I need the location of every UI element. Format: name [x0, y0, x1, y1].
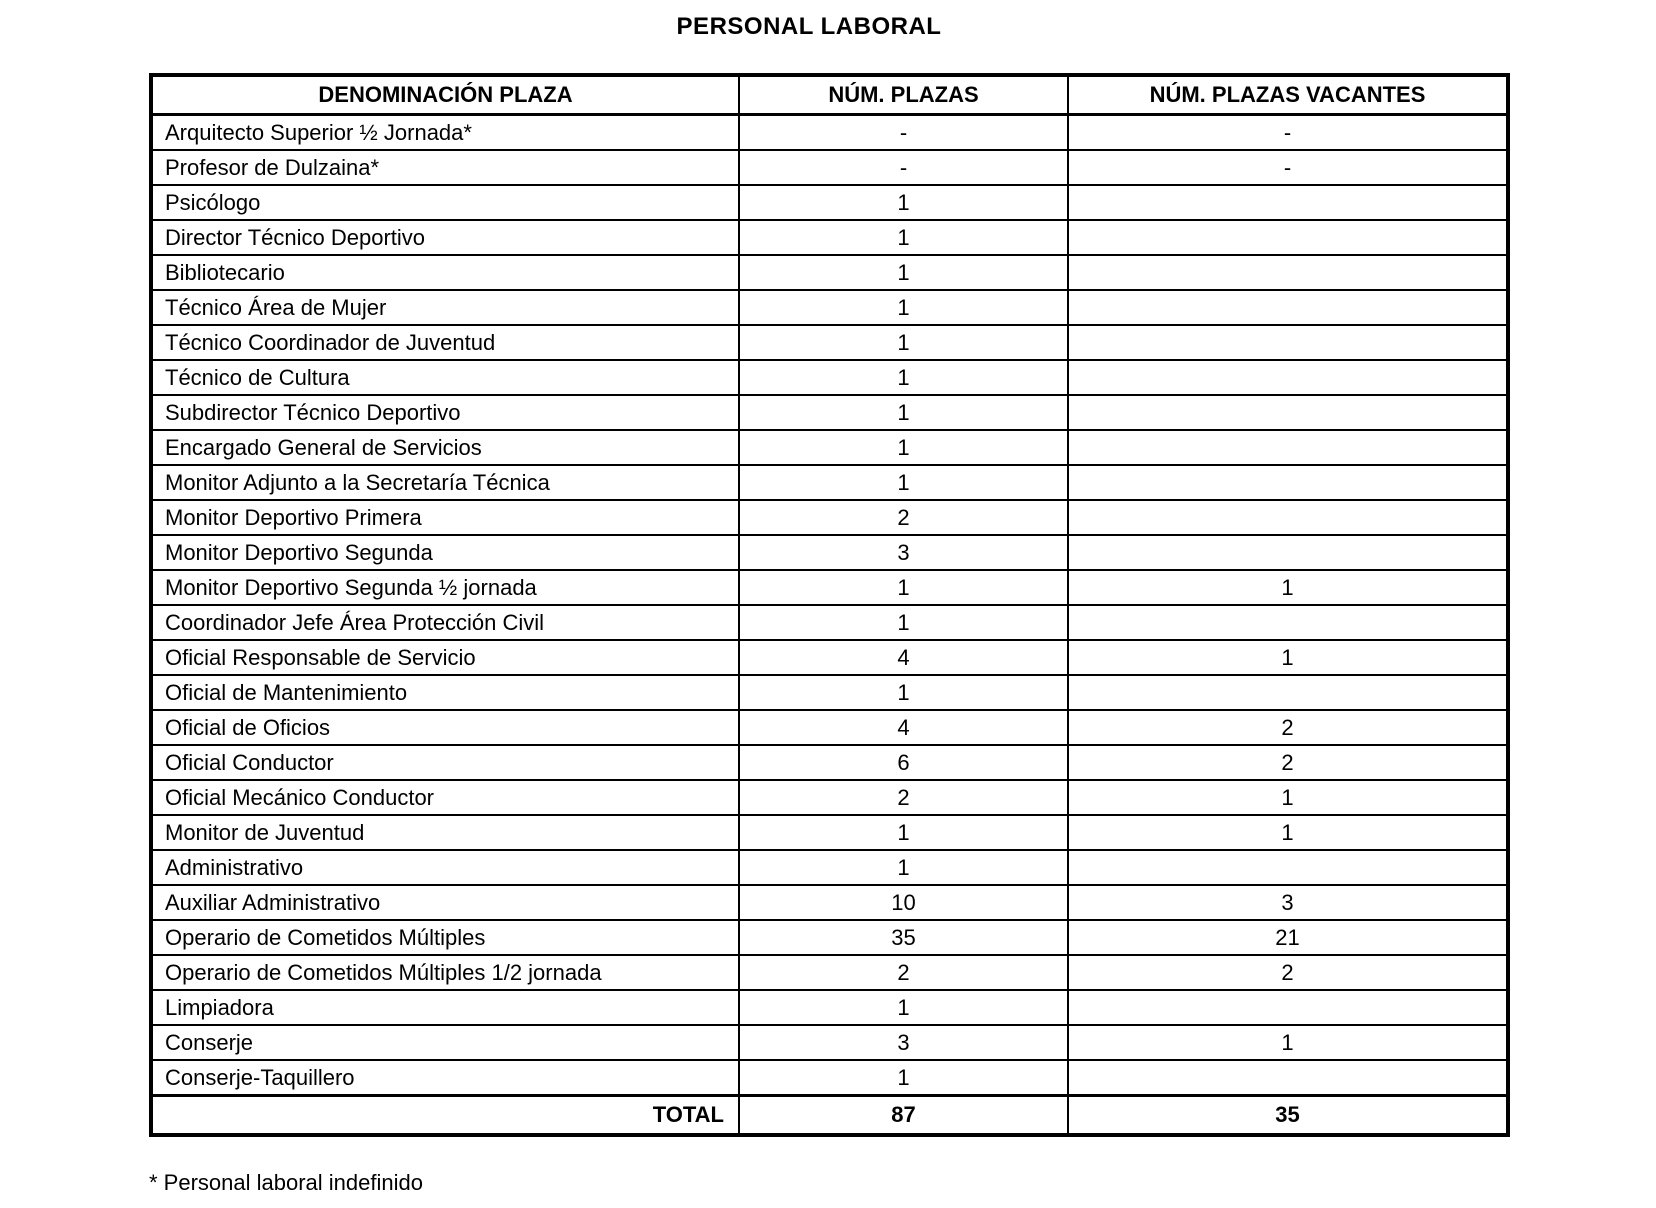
num-plazas-cell: 1	[739, 1060, 1068, 1096]
plaza-name-cell: Arquitecto Superior ½ Jornada*	[151, 115, 739, 151]
plaza-name-cell: Bibliotecario	[151, 255, 739, 290]
total-row	[151, 1096, 1508, 1136]
plaza-name-cell: Coordinador Jefe Área Protección Civil	[151, 605, 739, 640]
total-num-plazas-vacantes: 35	[1068, 1096, 1508, 1136]
num-plazas-cell: -	[739, 150, 1068, 185]
num-plazas-cell: 1	[739, 185, 1068, 220]
table-row	[151, 395, 1508, 430]
table-row	[151, 290, 1508, 325]
num-plazas-vacantes-cell	[1068, 500, 1508, 535]
table-row	[151, 115, 1508, 151]
num-plazas-cell: 1	[739, 605, 1068, 640]
plaza-name-cell: Monitor Deportivo Primera	[151, 500, 739, 535]
plaza-name-cell: Monitor Adjunto a la Secretaría Técnica	[151, 465, 739, 500]
plaza-name-cell: Oficial de Oficios	[151, 710, 739, 745]
plaza-name-cell: Encargado General de Servicios	[151, 430, 739, 465]
table-row	[151, 570, 1508, 605]
table-row	[151, 955, 1508, 990]
num-plazas-vacantes-cell	[1068, 395, 1508, 430]
plaza-name-cell: Oficial Conductor	[151, 745, 739, 780]
num-plazas-cell: 1	[739, 570, 1068, 605]
plaza-name-cell: Administrativo	[151, 850, 739, 885]
num-plazas-cell: 1	[739, 815, 1068, 850]
table-row	[151, 1025, 1508, 1060]
table-row	[151, 605, 1508, 640]
total-label: TOTAL	[151, 1096, 739, 1136]
plaza-name-cell: Subdirector Técnico Deportivo	[151, 395, 739, 430]
num-plazas-cell: 1	[739, 220, 1068, 255]
table-row	[151, 465, 1508, 500]
column-header-num-plazas: NÚM. PLAZAS	[739, 75, 1068, 115]
table-row	[151, 675, 1508, 710]
num-plazas-cell: 1	[739, 675, 1068, 710]
num-plazas-cell: 1	[739, 430, 1068, 465]
plaza-name-cell: Técnico Coordinador de Juventud	[151, 325, 739, 360]
num-plazas-vacantes-cell: -	[1068, 115, 1508, 151]
num-plazas-vacantes-cell	[1068, 850, 1508, 885]
num-plazas-vacantes-cell: 1	[1068, 570, 1508, 605]
num-plazas-vacantes-cell: -	[1068, 150, 1508, 185]
table-row	[151, 745, 1508, 780]
table-row	[151, 150, 1508, 185]
num-plazas-vacantes-cell	[1068, 605, 1508, 640]
num-plazas-cell: 4	[739, 710, 1068, 745]
num-plazas-vacantes-cell	[1068, 430, 1508, 465]
plaza-name-cell: Conserje-Taquillero	[151, 1060, 739, 1096]
table-row	[151, 535, 1508, 570]
num-plazas-cell: 1	[739, 360, 1068, 395]
num-plazas-cell: 2	[739, 500, 1068, 535]
personal-laboral-table	[149, 73, 1510, 1137]
num-plazas-cell: 1	[739, 465, 1068, 500]
num-plazas-vacantes-cell: 2	[1068, 955, 1508, 990]
num-plazas-vacantes-cell: 21	[1068, 920, 1508, 955]
table-row	[151, 990, 1508, 1025]
plaza-name-cell: Operario de Cometidos Múltiples 1/2 jornada	[151, 955, 739, 990]
num-plazas-cell: 4	[739, 640, 1068, 675]
num-plazas-vacantes-cell: 3	[1068, 885, 1508, 920]
plaza-name-cell: Auxiliar Administrativo	[151, 885, 739, 920]
num-plazas-vacantes-cell: 1	[1068, 640, 1508, 675]
num-plazas-cell: 1	[739, 990, 1068, 1025]
num-plazas-cell: 1	[739, 255, 1068, 290]
table-row	[151, 640, 1508, 675]
num-plazas-vacantes-cell	[1068, 255, 1508, 290]
num-plazas-cell: 1	[739, 290, 1068, 325]
plaza-name-cell: Oficial de Mantenimiento	[151, 675, 739, 710]
num-plazas-vacantes-cell	[1068, 185, 1508, 220]
plaza-name-cell: Operario de Cometidos Múltiples	[151, 920, 739, 955]
table-row	[151, 255, 1508, 290]
num-plazas-cell: 1	[739, 395, 1068, 430]
num-plazas-cell: 3	[739, 535, 1068, 570]
table-row	[151, 815, 1508, 850]
num-plazas-vacantes-cell	[1068, 220, 1508, 255]
table-row	[151, 220, 1508, 255]
num-plazas-vacantes-cell	[1068, 290, 1508, 325]
plaza-name-cell: Monitor Deportivo Segunda ½ jornada	[151, 570, 739, 605]
num-plazas-vacantes-cell: 2	[1068, 710, 1508, 745]
num-plazas-vacantes-cell: 1	[1068, 1025, 1508, 1060]
table-row	[151, 710, 1508, 745]
num-plazas-cell: 10	[739, 885, 1068, 920]
plaza-name-cell: Conserje	[151, 1025, 739, 1060]
table-body	[151, 115, 1508, 1096]
num-plazas-vacantes-cell: 2	[1068, 745, 1508, 780]
plaza-name-cell: Profesor de Dulzaina*	[151, 150, 739, 185]
num-plazas-cell: 2	[739, 955, 1068, 990]
total-num-plazas: 87	[739, 1096, 1068, 1136]
num-plazas-vacantes-cell	[1068, 990, 1508, 1025]
num-plazas-cell: 6	[739, 745, 1068, 780]
page-title: PERSONAL LABORAL	[676, 13, 942, 40]
footnote: * Personal laboral indefinido	[149, 1170, 423, 1195]
plaza-name-cell: Limpiadora	[151, 990, 739, 1025]
table-row	[151, 780, 1508, 815]
num-plazas-vacantes-cell	[1068, 1060, 1508, 1096]
table-row	[151, 430, 1508, 465]
num-plazas-vacantes-cell	[1068, 675, 1508, 710]
plaza-name-cell: Monitor Deportivo Segunda	[151, 535, 739, 570]
plaza-name-cell: Oficial Mecánico Conductor	[151, 780, 739, 815]
num-plazas-cell: 1	[739, 325, 1068, 360]
num-plazas-cell: 3	[739, 1025, 1068, 1060]
num-plazas-cell: 2	[739, 780, 1068, 815]
num-plazas-vacantes-cell: 1	[1068, 815, 1508, 850]
num-plazas-cell: -	[739, 115, 1068, 151]
num-plazas-vacantes-cell: 1	[1068, 780, 1508, 815]
num-plazas-vacantes-cell	[1068, 535, 1508, 570]
column-header-denominacion-plaza: DENOMINACIÓN PLAZA	[151, 75, 739, 115]
num-plazas-vacantes-cell	[1068, 465, 1508, 500]
table-row	[151, 850, 1508, 885]
num-plazas-cell: 35	[739, 920, 1068, 955]
table-row	[151, 360, 1508, 395]
num-plazas-cell: 1	[739, 850, 1068, 885]
plaza-name-cell: Monitor de Juventud	[151, 815, 739, 850]
plaza-name-cell: Técnico de Cultura	[151, 360, 739, 395]
plaza-name-cell: Técnico Área de Mujer	[151, 290, 739, 325]
table-row	[151, 325, 1508, 360]
column-header-num-plazas-vacantes: NÚM. PLAZAS VACANTES	[1068, 75, 1508, 115]
num-plazas-vacantes-cell	[1068, 325, 1508, 360]
table-row	[151, 185, 1508, 220]
plaza-name-cell: Oficial Responsable de Servicio	[151, 640, 739, 675]
table-header-row	[151, 75, 1508, 115]
plaza-name-cell: Psicólogo	[151, 185, 739, 220]
table-row	[151, 885, 1508, 920]
plaza-name-cell: Director Técnico Deportivo	[151, 220, 739, 255]
table-row	[151, 500, 1508, 535]
table-row	[151, 920, 1508, 955]
num-plazas-vacantes-cell	[1068, 360, 1508, 395]
table-row	[151, 1060, 1508, 1096]
